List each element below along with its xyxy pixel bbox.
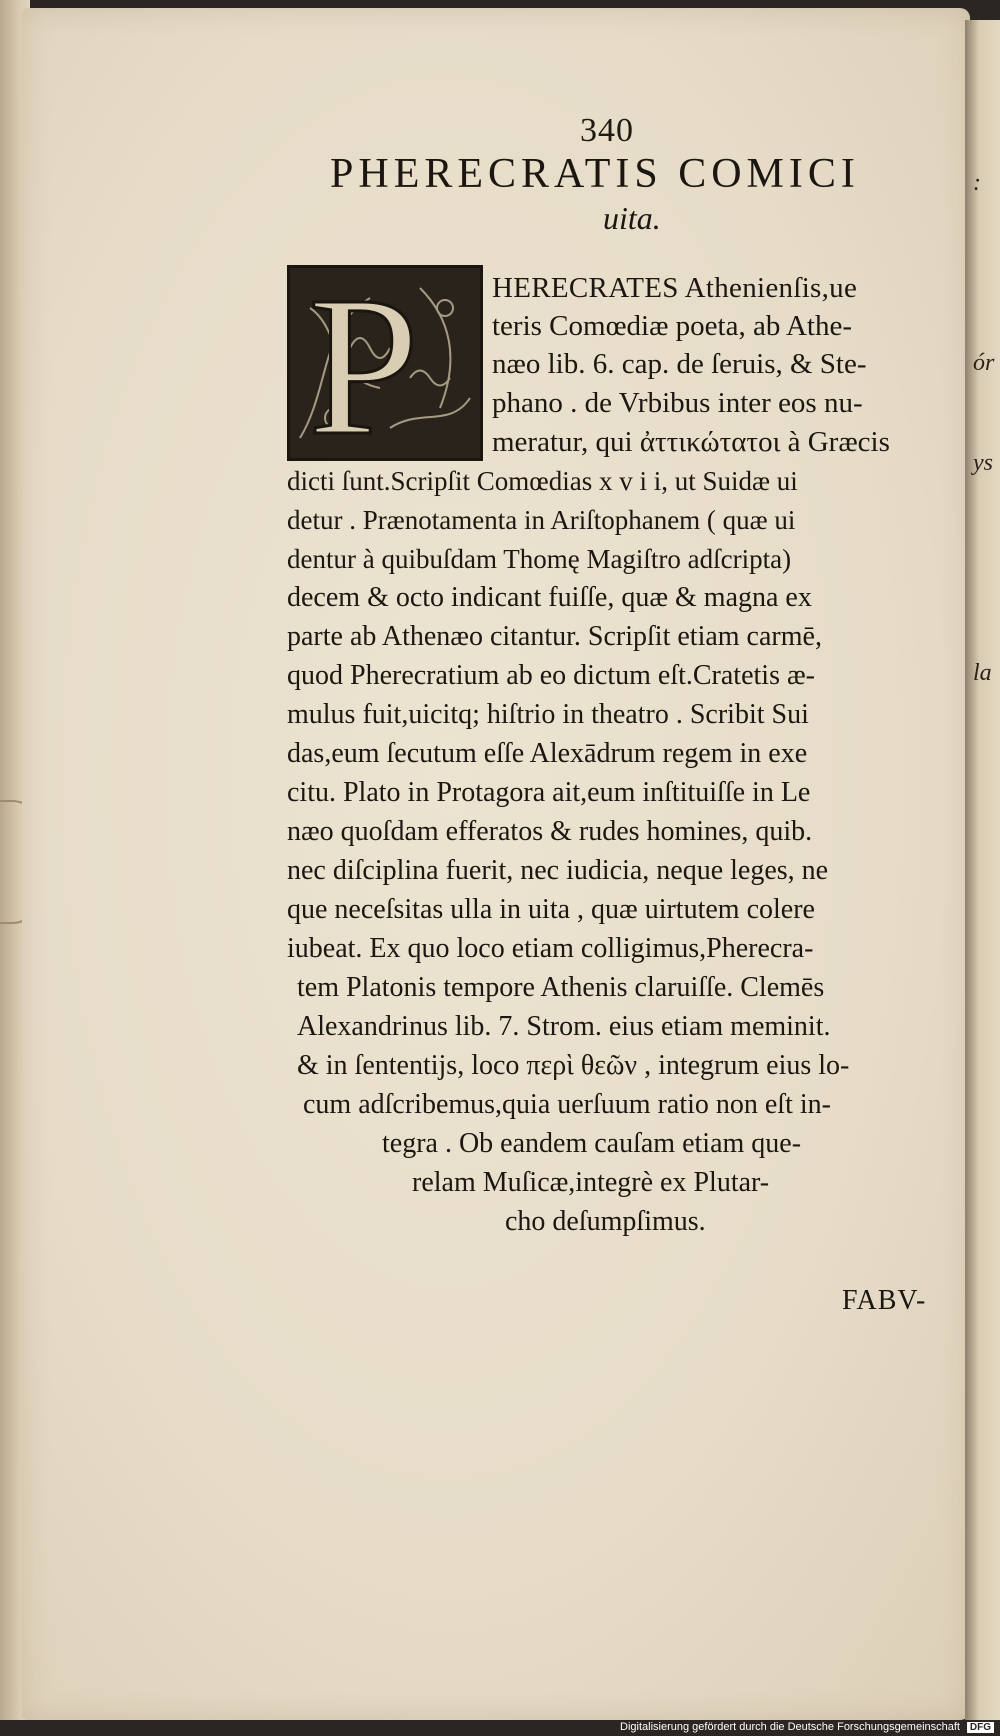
decorated-initial: [287, 265, 483, 461]
footer-credit: Digitalisierung gefördert durch die Deutsche Forschungsgemeinschaft: [620, 1721, 960, 1733]
text-line: næo lib. 6. cap. de ſeruis, & Ste-: [492, 348, 867, 380]
text-line: tegra . Ob eandem cauſam etiam que-: [382, 1128, 802, 1159]
text-line: meratur, qui ἀττικώτατοι à Græcis: [492, 426, 890, 458]
catchword: FABV-: [842, 1285, 927, 1316]
text-line: das,eum ſecutum eſſe Alexādrum regem in exe: [287, 738, 808, 769]
text-line: decem & octo indicant fuiſſe, quæ & magna ex: [287, 582, 812, 613]
text-line: næo quoſdam efferatos & rudes homines, quib.: [287, 816, 813, 847]
text-line: cho deſumpſimus.: [505, 1206, 706, 1237]
page-title: PHERECRATIS COMICI: [330, 151, 860, 197]
text-line: cum adſcribemus,quia uerſuum ratio non eſt in-: [303, 1089, 831, 1120]
text-line: iubeat. Ex quo loco etiam colligimus,Pherecra-: [287, 933, 814, 964]
text-line: que neceſsitas ulla in uita , quæ uirtutem colere: [287, 894, 815, 925]
text-line: HERECRATES Athenienſis,ue: [492, 272, 858, 304]
text-line: Alexandrinus lib. 7. Strom. eius etiam meminit.: [297, 1011, 831, 1042]
page-subtitle: uita.: [603, 200, 661, 236]
text-line: quod Pherecratium ab eo dictum eſt.Cratetis æ-: [287, 660, 815, 691]
text-line: dicti ſunt.Scripſit Comœdias x v i i, ut Suidæ ui: [287, 466, 798, 496]
initial-letter: P: [308, 268, 420, 458]
text-line: & in ſententijs, loco περὶ θεῶν , integrum eius lo-: [297, 1050, 850, 1081]
text-line: detur . Prænotamenta in Ariſtophanem ( quæ ui: [287, 505, 796, 535]
text-line: phano . de Vrbibus inter eos nu-: [492, 387, 863, 419]
dfg-logo: DFG: [967, 1722, 994, 1733]
text-line: relam Muſicæ,integrè ex Plutar-: [412, 1167, 770, 1198]
text-line: mulus fuit,uicitq; hiſtrio in theatro . Scribit Sui: [287, 699, 809, 730]
facing-page-edge: : ór ys la: [965, 20, 1000, 1720]
page-number: 340: [580, 112, 634, 149]
text-line: citu. Plato in Protagora ait,eum inſtituiſſe in Le: [287, 777, 811, 808]
text-line: dentur à quibuſdam Thomę Magiſtro adſcripta): [287, 544, 792, 574]
text-line: teris Comœdiæ poeta, ab Athe-: [492, 310, 853, 342]
text-line: tem Platonis tempore Athenis claruiſſe. Clemēs: [297, 972, 825, 1003]
text-line: parte ab Athenæo citantur. Scripſit etiam carmē,: [287, 621, 822, 652]
text-line: nec diſciplina fuerit, nec iudicia, neque leges, ne: [287, 855, 829, 886]
